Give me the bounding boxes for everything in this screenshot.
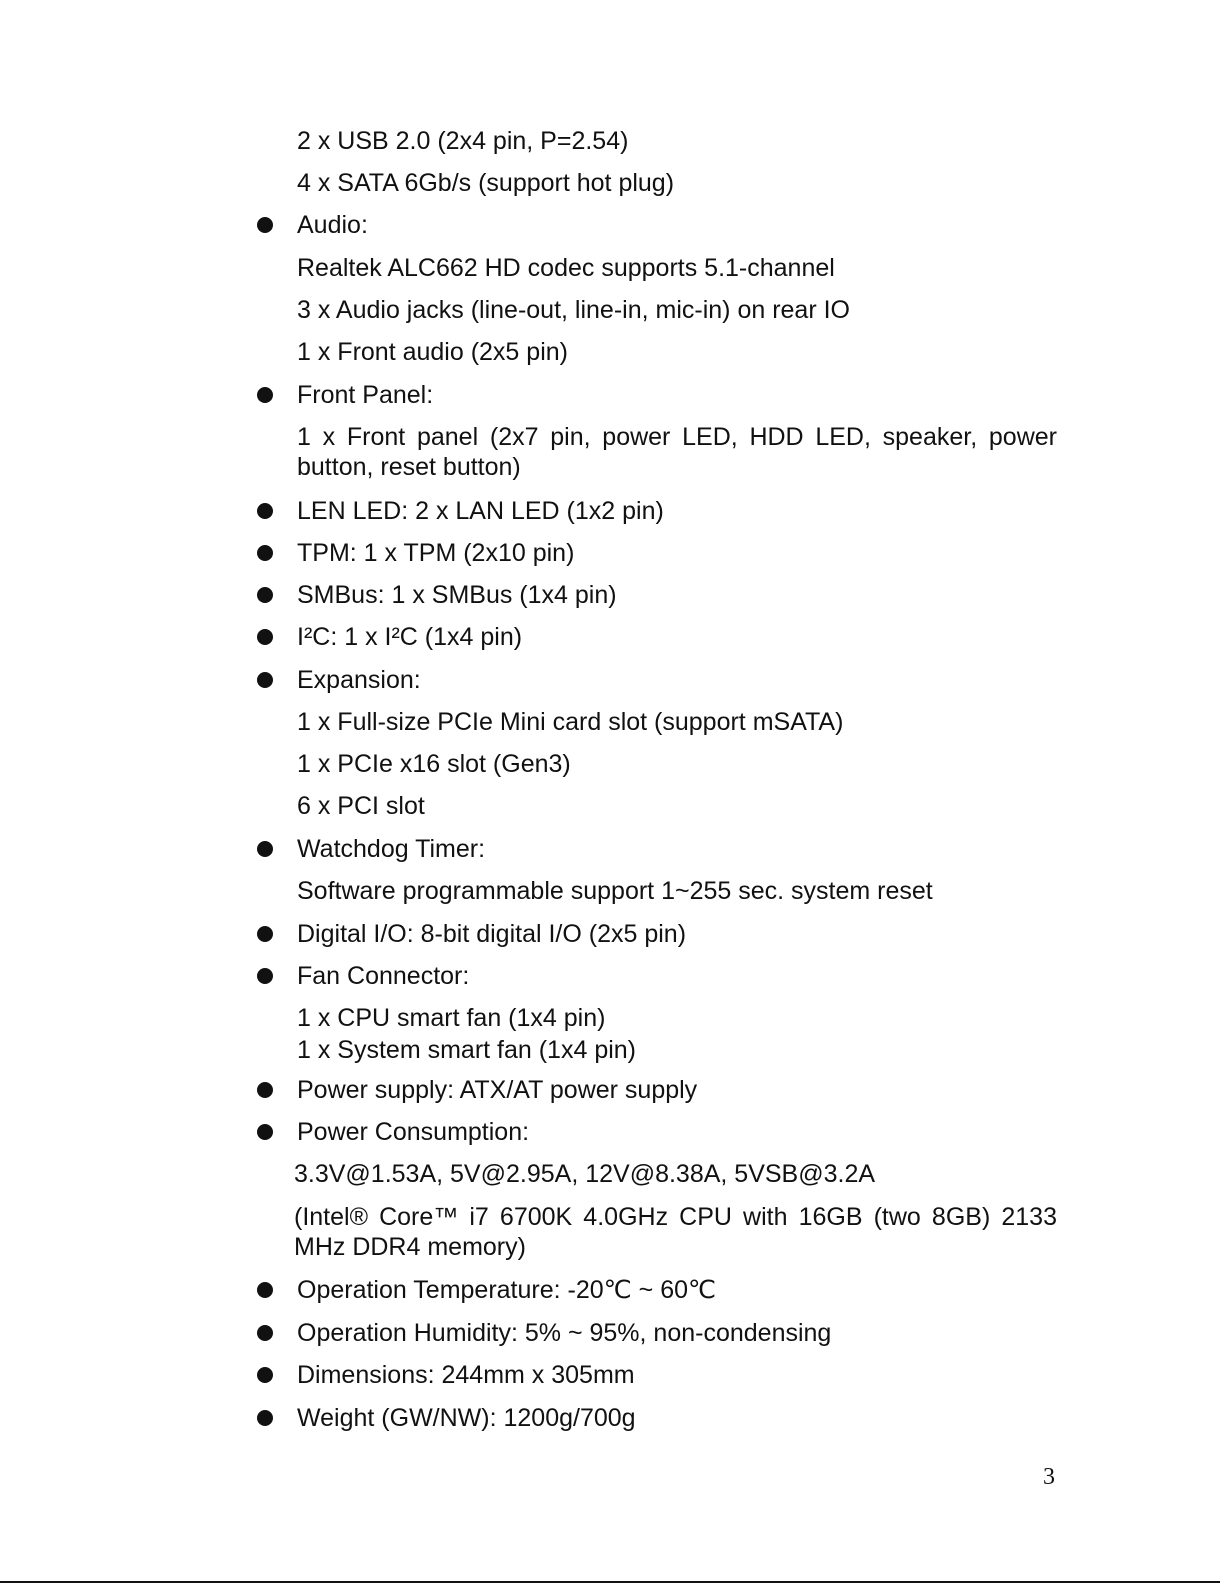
bullet-icon <box>257 587 273 603</box>
bullet-icon <box>257 968 273 984</box>
fan-cpu-line: 1 x CPU smart fan (1x4 pin) <box>297 1004 606 1032</box>
audio-front-line: 1 x Front audio (2x5 pin) <box>297 338 568 366</box>
sata-line: 4 x SATA 6Gb/s (support hot plug) <box>297 169 675 197</box>
audio-heading: Audio: <box>297 211 368 239</box>
watchdog-detail: Software programmable support 1~255 sec. system reset <box>297 877 933 905</box>
page-number: 3 <box>1043 1464 1055 1490</box>
bullet-icon <box>257 545 273 561</box>
bullet-icon <box>257 503 273 519</box>
expansion-mini-line: 1 x Full-size PCIe Mini card slot (support mSATA) <box>297 708 844 736</box>
bullet-icon <box>257 1282 273 1298</box>
usb-line: 2 x USB 2.0 (2x4 pin, P=2.54) <box>297 127 629 155</box>
weight-line: Weight (GW/NW): 1200g/700g <box>297 1404 636 1432</box>
watchdog-heading: Watchdog Timer: <box>297 835 486 863</box>
bullet-icon <box>257 672 273 688</box>
bullet-icon <box>257 629 273 645</box>
expansion-pci-line: 6 x PCI slot <box>297 792 425 820</box>
bullet-icon <box>257 1124 273 1140</box>
front-panel-detail: 1 x Front panel (2x7 pin, power LED, HDD LED, speaker, power button, reset button) <box>297 423 1057 481</box>
bullet-icon <box>257 1082 273 1098</box>
fan-system-line: 1 x System smart fan (1x4 pin) <box>297 1036 637 1064</box>
smbus-line: SMBus: 1 x SMBus (1x4 pin) <box>297 581 617 609</box>
bullet-icon <box>257 1410 273 1426</box>
expansion-x16-line: 1 x PCIe x16 slot (Gen3) <box>297 750 571 778</box>
len-led-line: LEN LED: 2 x LAN LED (1x2 pin) <box>297 497 664 525</box>
power-consumption-values: 3.3V@1.53A, 5V@2.95A, 12V@8.38A, 5VSB@3.2A <box>294 1160 876 1188</box>
digital-io-line: Digital I/O: 8-bit digital I/O (2x5 pin) <box>297 920 687 948</box>
power-consumption-heading: Power Consumption: <box>297 1118 530 1146</box>
audio-codec-line: Realtek ALC662 HD codec supports 5.1-channel <box>297 254 835 282</box>
operation-humidity-line: Operation Humidity: 5% ~ 95%, non-condensing <box>297 1319 832 1347</box>
tpm-line: TPM: 1 x TPM (2x10 pin) <box>297 539 575 567</box>
i2c-line: I²C: 1 x I²C (1x4 pin) <box>297 623 523 651</box>
bullet-icon <box>257 217 273 233</box>
power-supply-line: Power supply: ATX/AT power supply <box>297 1076 698 1104</box>
operation-temperature-line: Operation Temperature: -20℃ ~ 60℃ <box>297 1276 717 1304</box>
audio-jacks-line: 3 x Audio jacks (line-out, line-in, mic-in) on rear IO <box>297 296 850 324</box>
expansion-heading: Expansion: <box>297 666 421 694</box>
bullet-icon <box>257 1325 273 1341</box>
dimensions-line: Dimensions: 244mm x 305mm <box>297 1361 635 1389</box>
power-consumption-note: (Intel® Core™ i7 6700K 4.0GHz CPU with 16GB (two 8GB) 2133 MHz DDR4 memory) <box>294 1203 1057 1261</box>
fan-heading: Fan Connector: <box>297 962 470 990</box>
front-panel-heading: Front Panel: <box>297 381 434 409</box>
bullet-icon <box>257 841 273 857</box>
bullet-icon <box>257 1367 273 1383</box>
bullet-icon <box>257 926 273 942</box>
bullet-icon <box>257 387 273 403</box>
